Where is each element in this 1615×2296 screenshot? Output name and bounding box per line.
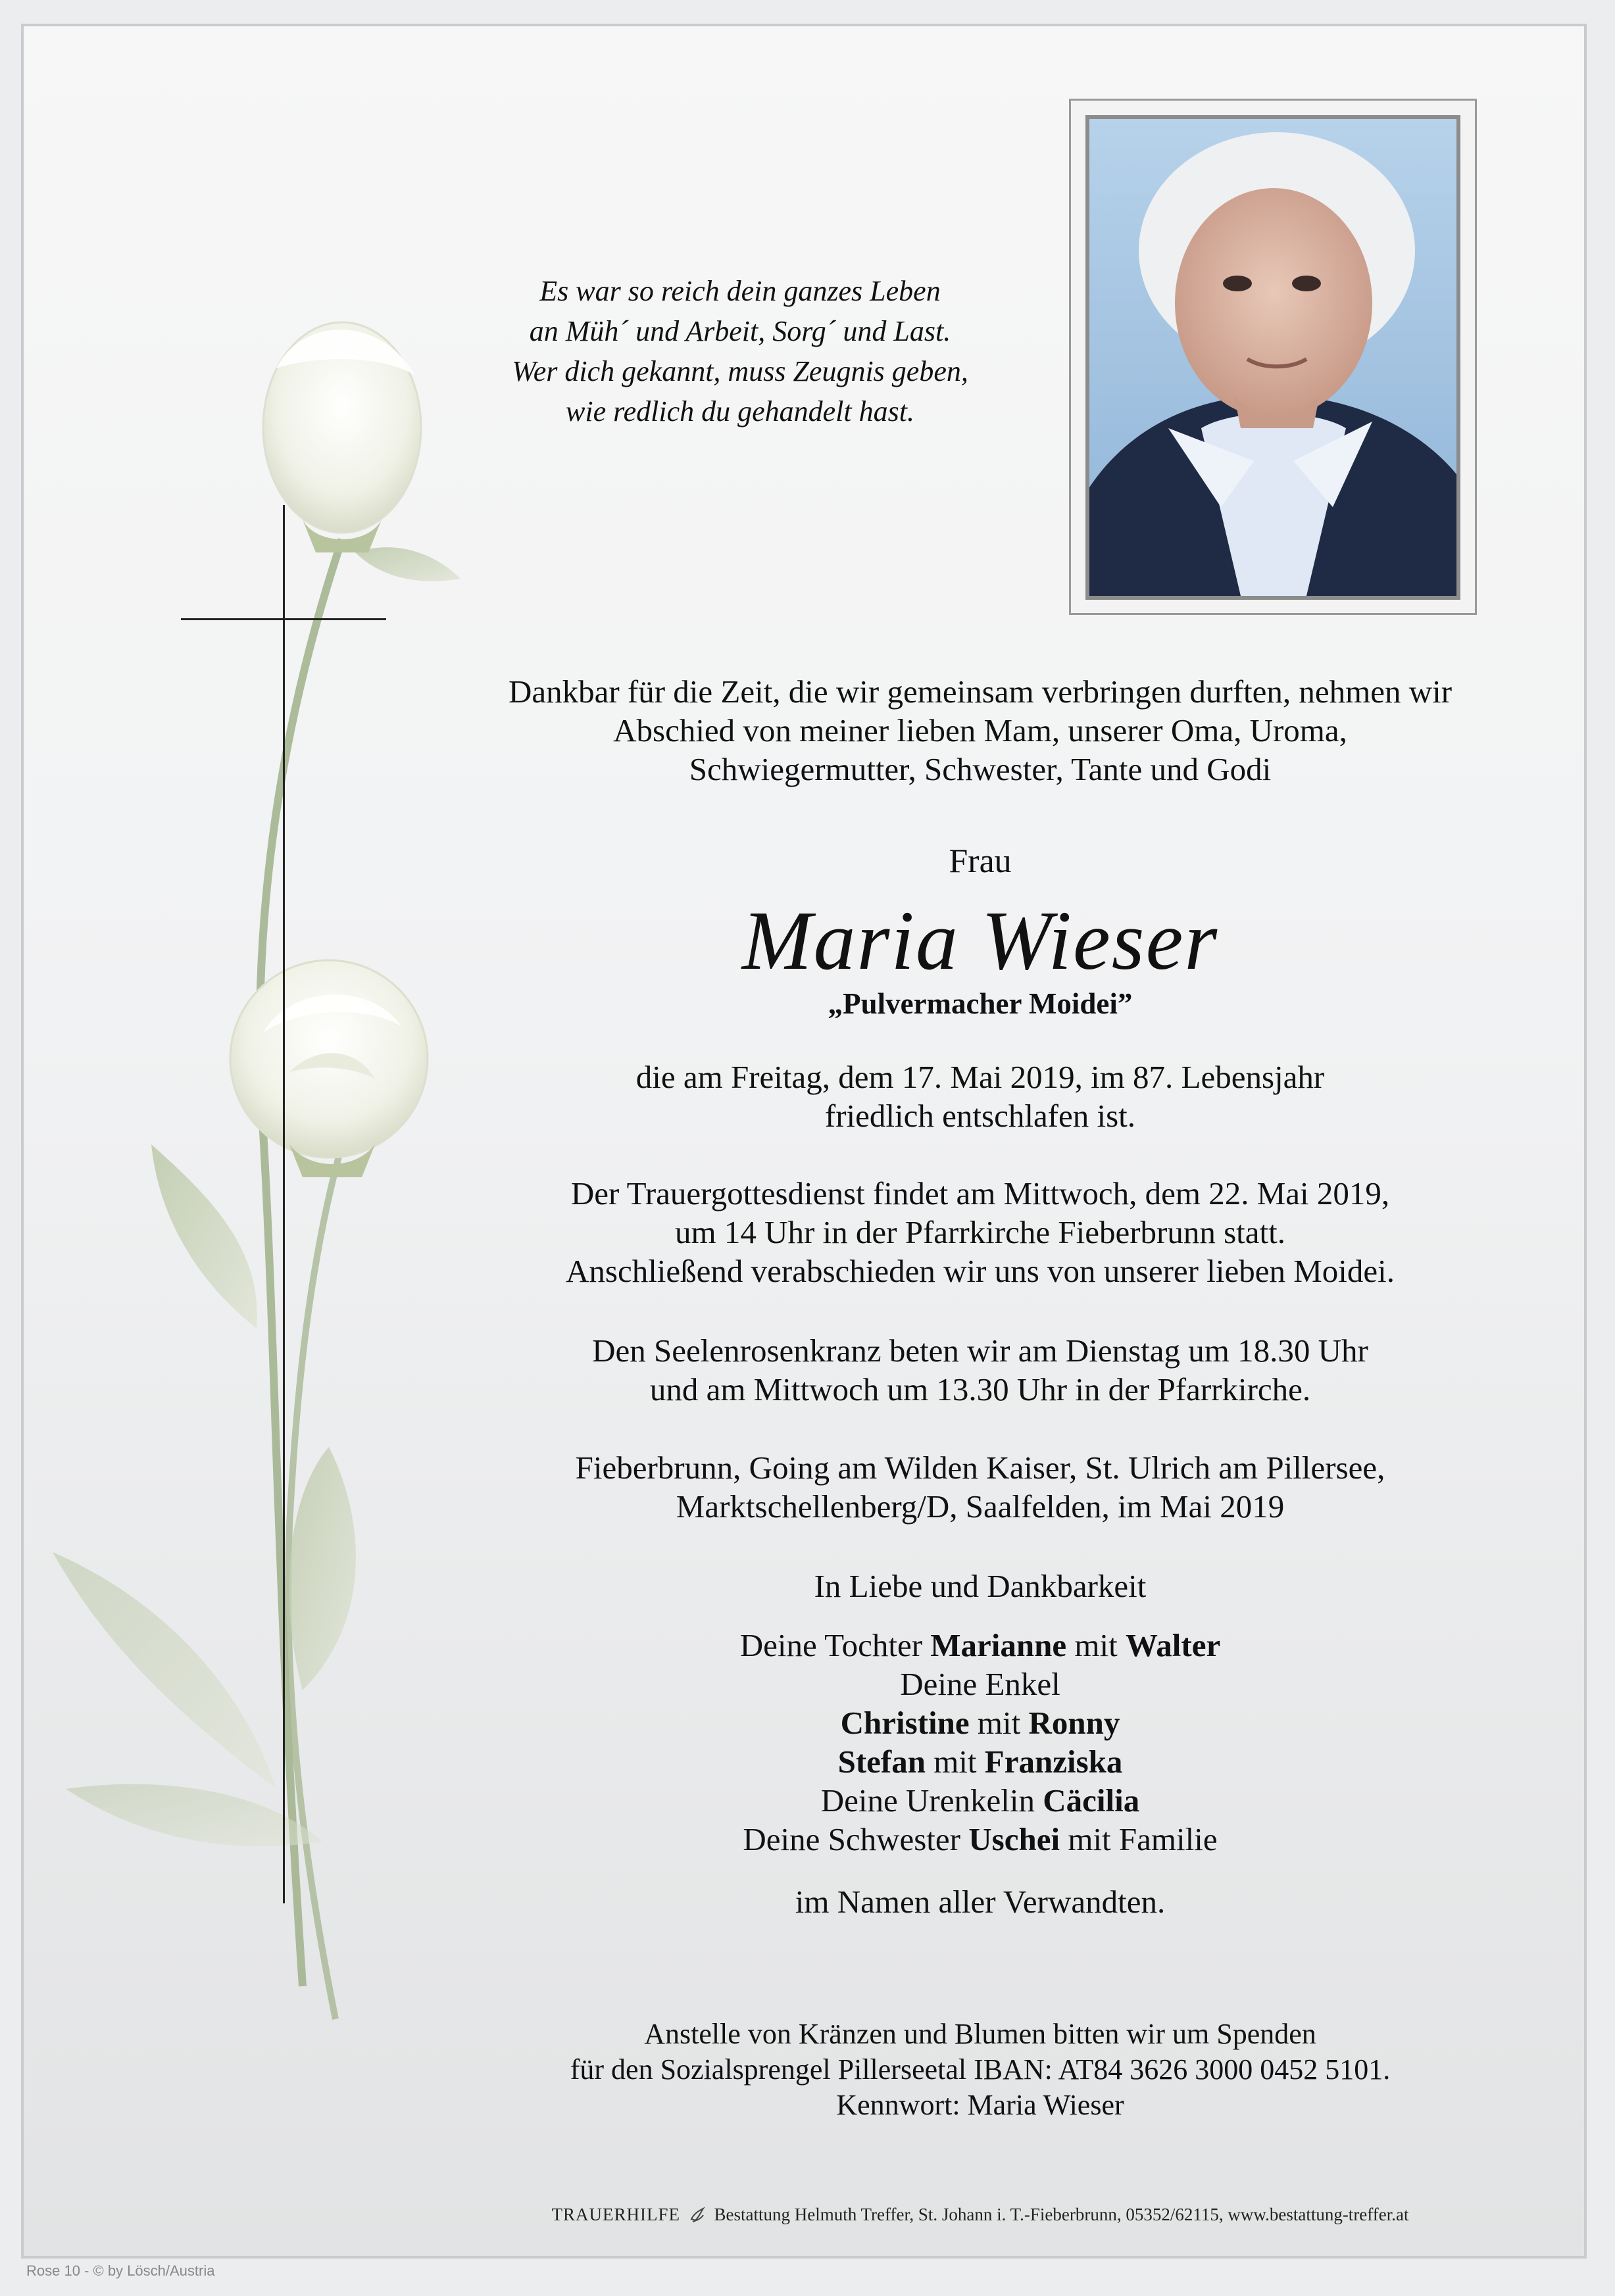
poem xyxy=(460,271,1020,431)
death-line: die am Freitag, dem 17. Mai 2019, im 87. Lebensjahr xyxy=(635,1059,1325,1095)
rosary-line: und am Mittwoch um 13.30 Uhr in der Pfarrkirche. xyxy=(649,1371,1311,1407)
service-line: Der Trauergottesdienst findet am Mittwoch, dem 22. Mai 2019, xyxy=(570,1175,1390,1211)
connector: mit xyxy=(933,1744,977,1780)
mourner-line xyxy=(395,1742,1566,1781)
mourner-name: Walter xyxy=(1126,1627,1221,1663)
dove-logo-icon xyxy=(689,2205,706,2224)
mourner-name: Cäcilia xyxy=(1043,1782,1140,1819)
mourner-name: Franziska xyxy=(984,1744,1123,1780)
intro-line: Schwiegermutter, Schwester, Tante und Godi xyxy=(689,751,1272,787)
relation-label: Deine Schwester xyxy=(743,1821,960,1857)
deceased-name: Maria Wieser xyxy=(741,894,1219,987)
death-line: friedlich entschlafen ist. xyxy=(824,1098,1136,1134)
donation-line: Anstelle von Kränzen und Blumen bitten wir um Spenden xyxy=(644,2018,1316,2050)
portrait-icon xyxy=(1089,119,1456,596)
deceased-nickname: „Pulvermacher Moidei” xyxy=(828,987,1133,1020)
rosary-notice xyxy=(395,1331,1566,1409)
donation-line: Kennwort: Maria Wieser xyxy=(836,2089,1124,2121)
mourner-line xyxy=(395,1703,1566,1742)
portrait-frame xyxy=(1069,99,1477,615)
service-line: Anschließend verabschieden wir uns von unserer lieben Moidei. xyxy=(565,1253,1395,1289)
mourner-line xyxy=(395,1820,1566,1859)
cross-vertical xyxy=(283,505,285,1903)
mourner-name: Christine xyxy=(840,1705,970,1741)
cross-horizontal xyxy=(181,618,386,620)
connector: mit xyxy=(1074,1627,1118,1663)
funeral-service xyxy=(395,1174,1566,1290)
intro-line: Dankbar für die Zeit, die wir gemeinsam verbringen durften, nehmen wir xyxy=(508,673,1453,710)
places-date xyxy=(395,1448,1566,1526)
mourner-line xyxy=(395,1781,1566,1820)
poem-line: Es war so reich dein ganzes Leben xyxy=(539,275,941,307)
mourner-name: Ronny xyxy=(1028,1705,1120,1741)
connector: mit Familie xyxy=(1068,1821,1218,1857)
relation-label: Deine Urenkelin xyxy=(820,1782,1035,1819)
mourner-name: Uschei xyxy=(968,1821,1060,1857)
poem-line: an Müh´ und Arbeit, Sorg´ und Last. xyxy=(529,315,951,347)
places-line: Marktschellenberg/D, Saalfelden, im Mai 2019 xyxy=(676,1488,1285,1525)
mourner-line: Deine Enkel xyxy=(900,1666,1060,1702)
relation-label: Deine Tochter xyxy=(739,1627,923,1663)
mourner-name: Marianne xyxy=(930,1627,1067,1663)
mourner-line xyxy=(395,1626,1566,1665)
service-line: um 14 Uhr in der Pfarrkirche Fieberbrunn statt. xyxy=(674,1214,1286,1250)
mourner-name: Stefan xyxy=(837,1744,926,1780)
footer-text: Bestattung Helmuth Treffer, St. Johann i. T.-Fieberbrunn, 05352/62115, www.bestattung-treffer.at xyxy=(714,2205,1409,2224)
connector: mit xyxy=(977,1705,1021,1741)
intro-text xyxy=(395,672,1566,789)
poem-line: wie redlich du gehandelt hast. xyxy=(566,395,914,427)
donation-line: für den Sozialsprengel Pillerseetal IBAN: AT84 3626 3000 0452 5101. xyxy=(570,2053,1391,2086)
footer-brand: TRAUERHILFE xyxy=(551,2205,680,2224)
signoff: In Liebe und Dankbarkeit xyxy=(814,1568,1147,1604)
copyright: Rose 10 - © by Lösch/Austria xyxy=(26,2262,215,2279)
rosary-line: Den Seelenrosenkranz beten wir am Dienstag um 18.30 Uhr xyxy=(592,1332,1368,1369)
salutation: Frau xyxy=(949,843,1012,880)
closing-line: im Namen aller Verwandten. xyxy=(795,1884,1166,1920)
portrait-photo xyxy=(1085,115,1460,600)
mourners-list xyxy=(395,1626,1566,1859)
poem-line: Wer dich gekannt, muss Zeugnis geben, xyxy=(512,355,968,387)
death-notice xyxy=(395,1058,1566,1135)
donation-request xyxy=(395,2016,1566,2123)
footer xyxy=(395,2203,1566,2226)
places-line: Fieberbrunn, Going am Wilden Kaiser, St. Ulrich am Pillersee, xyxy=(575,1450,1385,1486)
intro-line: Abschied von meiner lieben Mam, unserer Oma, Uroma, xyxy=(613,712,1347,748)
